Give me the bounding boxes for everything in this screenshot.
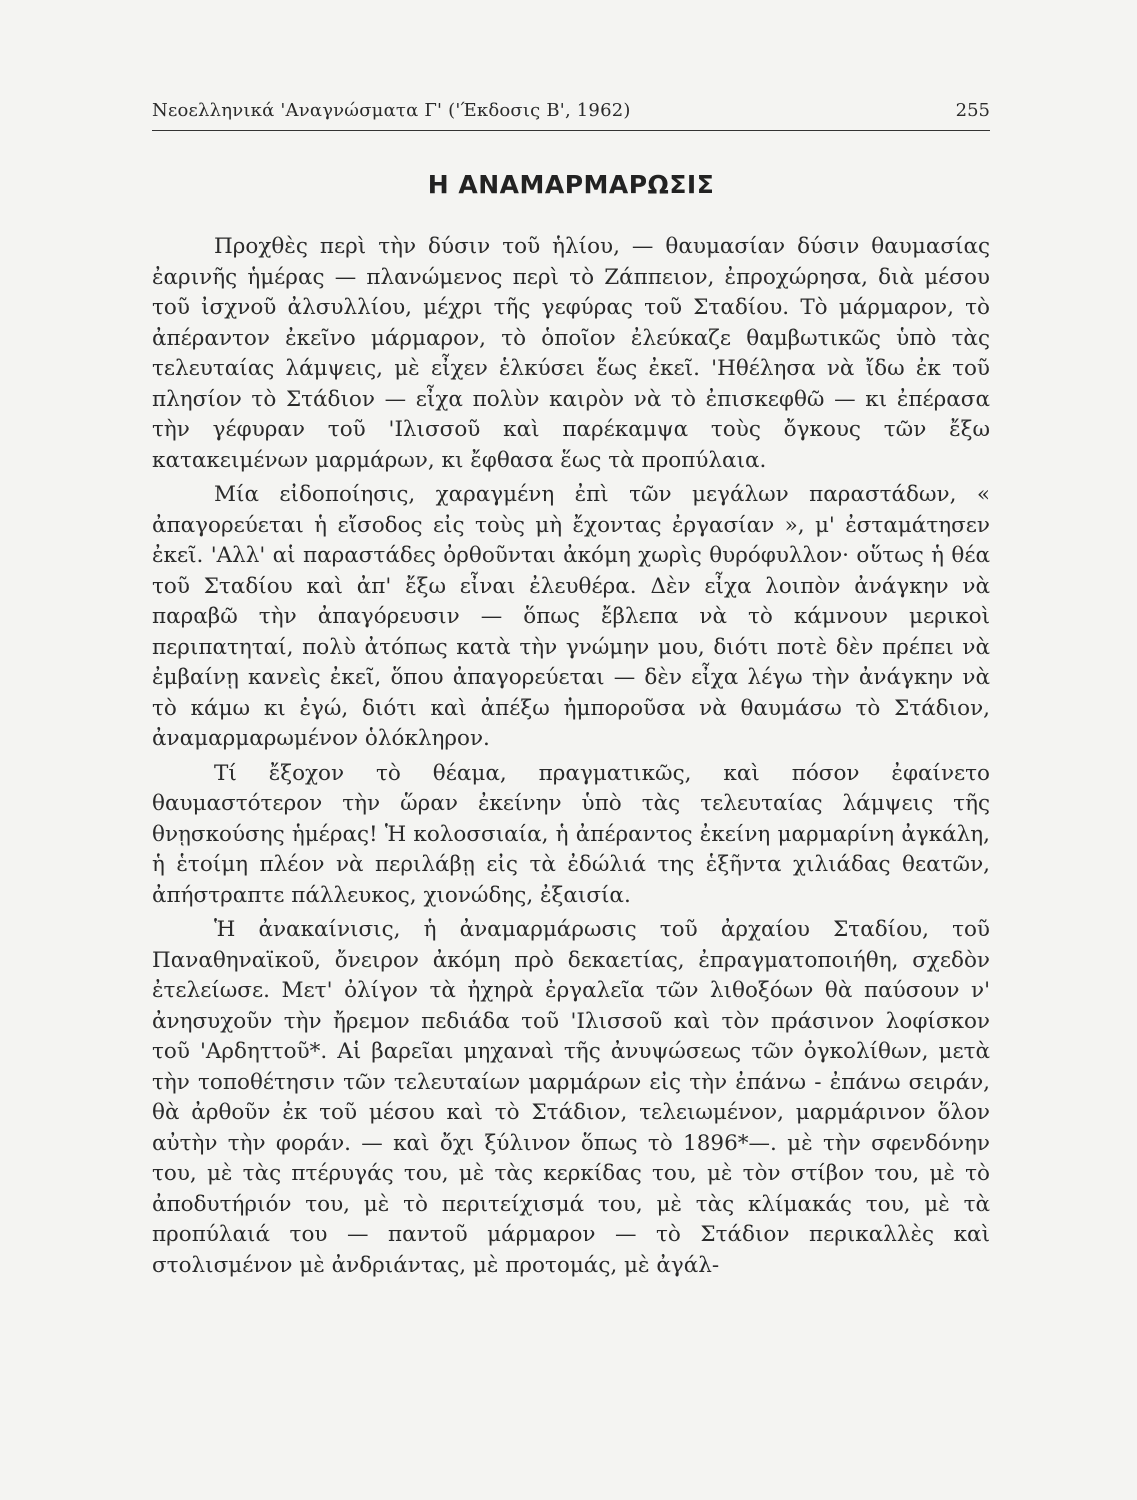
paragraph-2: Μία εἰδοποίησις, χαραγμένη ἐπὶ τῶν μεγάλων παραστάδων, « ἀπαγορεύεται ἡ εἴσοδος εἰς τοὺς μὴ ἔχοντας ἐργασίαν », μ' ἐσταμάτησεν ἐκεῖ. 'Αλλ' αἱ παραστάδες ὀρθοῦνται ἀκόμη χωρὶς θυρόφυλλον· οὕτως ἡ θέα τοῦ Σταδίου καὶ ἀπ' ἔξω εἶναι ἐλευθέρα. Δὲν εἶχα λοιπὸν ἀνάγκην νὰ παραβῶ τὴν ἀπαγόρευσιν — ὅπως ἔβλεπα νὰ τὸ κάμνουν μερικοὶ περιπατηταί, πολὺ ἀτόπως κατὰ τὴν γνώμην μου, διότι ποτὲ δὲν πρέπει νὰ ἐμβαίνῃ κανεὶς ἐκεῖ, ὅπου ἀπαγορεύεται — δὲν εἶχα λέγω τὴν ἀνάγκην νὰ τὸ κάμω κι ἐγώ, διότι καὶ ἀπέξω ἠμποροῦσα νὰ θαυμάσω τὸ Στάδιον, ἀναμαρμαρωμένον ὁλόκληρον. xyxy=(152,482,990,751)
article-title: Η ΑΝΑΜΑΡΜΑΡΩΣΙΣ xyxy=(427,170,715,199)
paragraph-4: Ἡ ἀνακαίνισις, ἡ ἀναμαρμάρωσις τοῦ ἀρχαίου Σταδίου, τοῦ Παναθηναϊκοῦ, ὄνειρον ἀκόμη πρὸ δεκαετίας, ἐπραγματοποιήθη, σχεδὸν ἐτελείωσε. Μετ' ὀλίγον τὰ ἠχηρὰ ἐργαλεῖα τῶν λιθοξόων θὰ παύσουν ν' ἀνησυχοῦν τὴν ἤρεμον πεδιάδα τοῦ 'Ιλισσοῦ καὶ τὸν πράσινον λοφίσκον τοῦ 'Αρδηττοῦ*. Αἱ βαρεῖαι μηχαναὶ τῆς ἀνυψώσεως τῶν ὀγκολίθων, μετὰ τὴν τοποθέτησιν τῶν τελευταίων μαρμάρων εἰς τὴν ἐπάνω - ἐπάνω σειράν, θὰ ἀρθοῦν ἐκ τοῦ μέσου καὶ τὸ Στάδιον, τελειωμένον, μαρμάρινον ὅλον αὐτὴν τὴν φοράν. — καὶ ὄχι ξύλινον ὅπως τὸ 1896*—. μὲ τὴν σφενδόνην του, μὲ τὰς πτέρυγάς του, μὲ τὰς κερκίδας του, μὲ τὸν στίβον του, μὲ τὸ ἀποδυτήριόν του, μὲ τὸ περιτείχισμά του, μὲ τὰς κλίμακάς του, μὲ τὰ προπύλαιά του — παντοῦ μάρμαρον — τὸ Στάδιον περικαλλὲς καὶ στολισμένον μὲ ἀνδριάντας, μὲ προτομάς, μὲ ἀγάλ- xyxy=(152,917,990,1278)
paragraph-3: Τί ἔξοχον τὸ θέαμα, πραγματικῶς, καὶ πόσον ἐφαίνετο θαυμαστότερον τὴν ὥραν ἐκείνην ὑπὸ τὰς τελευταίας λάμψεις τῆς θνῃσκούσης ἡμέρας! Ἡ κολοσσιαία, ἡ ἀπέραντος ἐκείνη μαρμαρίνη ἀγκάλη, ἡ ἑτοίμη πλέον νὰ περιλάβῃ εἰς τὰ ἐδώλιά της ἑξῆντα χιλιάδας θεατῶν, ἀπήστραπτε πάλλευκος, χιονώδης, ἐξαισία. xyxy=(152,760,990,908)
article-body xyxy=(152,232,990,1285)
paragraph-1: Προχθὲς περὶ τὴν δύσιν τοῦ ἡλίου, — θαυμασίαν δύσιν θαυμασίας ἐαρινῆς ἡμέρας — πλανώμενος περὶ τὸ Ζάππειον, ἐπροχώρησα, διὰ μέσου τοῦ ἰσχνοῦ ἀλσυλλίου, μέχρι τῆς γεφύρας τοῦ Σταδίου. Τὸ μάρμαρον, τὸ ἀπέραντον ἐκεῖνο μάρμαρον, τὸ ὁποῖον ἐλεύκαζε θαμβωτικῶς ὑπὸ τὰς τελευταίας λάμψεις, μὲ εἶχεν ἑλκύσει ἕως ἐκεῖ. 'Ηθέλησα νὰ ἴδω ἐκ τοῦ πλησίον τὸ Στάδιον — εἶχα πολὺν καιρὸν νὰ τὸ ἐπισκεφθῶ — κι ἐπέρασα τὴν γέφυραν τοῦ 'Ιλισσοῦ καὶ παρέκαμψα τοὺς ὄγκους τῶν ἔξω κατακειμένων μαρμάρων, κι ἔφθασα ἕως τὰ προπύλαια. xyxy=(152,234,990,473)
header-book-title: Νεοελληνικά 'Αναγνώσματα Γ' ('Έκδοσις Β', 1962) xyxy=(152,100,631,121)
running-header xyxy=(152,96,990,131)
page-number: 255 xyxy=(955,100,990,121)
